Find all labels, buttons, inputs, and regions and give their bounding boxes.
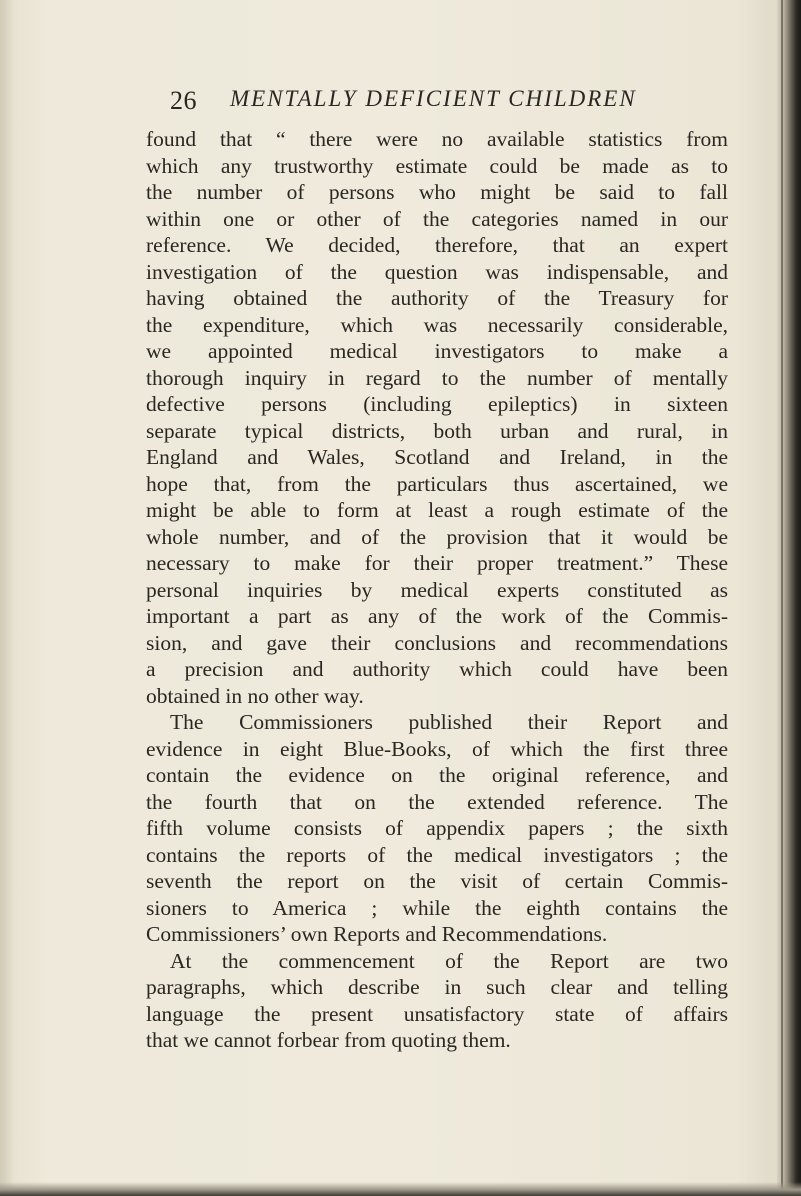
page-number: 26 (170, 86, 197, 115)
paragraph-end-line: obtained in no other way. (146, 683, 364, 708)
body-text (146, 126, 728, 1054)
text-line: personal inquiries by medical experts constituted as (146, 577, 728, 602)
text-line: language the present unsatisfactory state of affairs (146, 1001, 728, 1026)
text-line: separate typical districts, both urban and rural, in (146, 418, 728, 443)
text-line: found that “ there were no available statistics from (146, 127, 728, 151)
page-left-edge (0, 0, 14, 1196)
running-head (170, 86, 650, 120)
text-line: investigation of the question was indispensable, and (146, 259, 728, 284)
text-line: seventh the report on the visit of certain Commis- (146, 869, 728, 893)
text-line: sioners to America ; while the eighth contains the (146, 895, 728, 920)
text-line: hope that, from the particulars thus ascertained, we (146, 471, 728, 496)
text-line: having obtained the authority of the Treasury for (146, 286, 728, 310)
paragraph-end-line: that we cannot forbear from quoting them. (146, 1028, 511, 1052)
text-line: evidence in eight Blue-Books, of which the first three (146, 736, 728, 761)
text-line: whole number, and of the provision that it would be (146, 524, 728, 549)
text-line: important a part as any of the work of the Commis- (146, 604, 728, 628)
text-line: within one or other of the categories named in our (146, 206, 728, 231)
running-title: MENTALLY DEFICIENT CHILDREN (230, 86, 637, 111)
paragraph-start-line: The Commissioners published their Report and (170, 710, 728, 734)
text-line: reference. We decided, therefore, that an expert (146, 233, 728, 257)
text-line: fifth volume consists of appendix papers ; the sixth (146, 816, 728, 840)
text-line: might be able to form at least a rough estimate of the (146, 498, 728, 522)
text-line: the expenditure, which was necessarily considerable, (146, 312, 728, 337)
book-binding-edge (777, 0, 801, 1196)
text-line: a precision and authority which could have been (146, 657, 728, 681)
text-line: the number of persons who might be said to fall (146, 180, 728, 204)
text-line: England and Wales, Scotland and Ireland, in the (146, 445, 728, 469)
text-line: contains the reports of the medical investigators ; the (146, 842, 728, 867)
text-line: contain the evidence on the original reference, and (146, 763, 728, 787)
text-line: the fourth that on the extended reference. The (146, 789, 728, 814)
paragraph-start-line: At the commencement of the Report are two (170, 948, 728, 973)
text-line: necessary to make for their proper treatment.” These (146, 551, 728, 575)
text-line: which any trustworthy estimate could be made as to (146, 153, 728, 178)
text-line: sion, and gave their conclusions and recommendations (146, 630, 728, 655)
text-line: defective persons (including epileptics) in sixteen (146, 392, 728, 416)
text-line: we appointed medical investigators to make a (146, 339, 728, 363)
text-line: paragraphs, which describe in such clear and telling (146, 975, 728, 999)
text-line: thorough inquiry in regard to the number of mentally (146, 365, 728, 390)
paragraph-end-line: Commissioners’ own Reports and Recommendations. (146, 922, 608, 946)
page-bottom-edge (0, 1182, 801, 1196)
